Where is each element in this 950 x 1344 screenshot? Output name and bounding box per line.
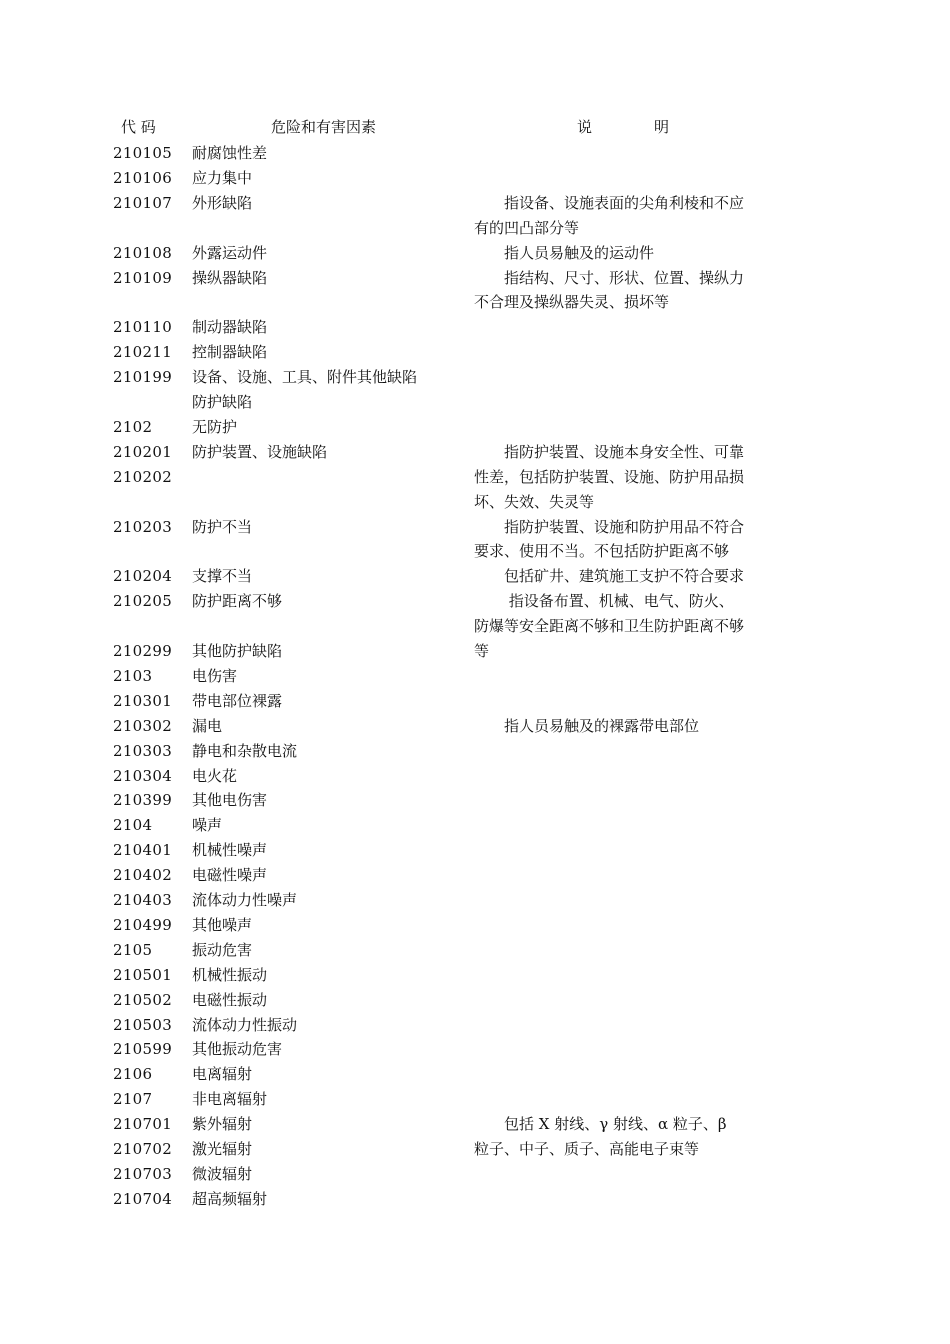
row-code: 210108	[113, 243, 173, 262]
table-row	[0, 1037, 950, 1062]
table-row	[0, 764, 950, 789]
row-code: 210109	[113, 268, 173, 287]
row-code: 210702	[113, 1140, 173, 1158]
table-row	[0, 315, 950, 340]
row-factor-name: 防护装置、设施缺陷	[192, 442, 328, 461]
row-code: 210302	[113, 716, 173, 735]
table-row	[0, 365, 950, 390]
row-code: 210106	[113, 168, 173, 187]
row-code: 210704	[113, 1189, 173, 1208]
row-description: 不合理及操纵器失灵、损坏等	[474, 293, 670, 312]
row-code: 2103	[113, 666, 153, 685]
row-factor-name: 带电部位裸露	[192, 691, 283, 710]
row-description: 等	[474, 642, 490, 660]
row-description: 指人员易触及的裸露带电部位	[474, 716, 700, 735]
table-row	[0, 515, 950, 540]
table-row	[0, 415, 950, 440]
row-code: 2102	[113, 417, 153, 436]
row-description: 坏、失效、失灵等	[474, 492, 595, 511]
table-row	[0, 739, 950, 764]
row-description: 要求、使用不当。不包括防护距离不够	[474, 542, 730, 561]
row-factor-name: 防护缺陷	[192, 393, 253, 411]
row-factor-name: 其他防护缺陷	[192, 642, 283, 660]
row-factor-name: 其他振动危害	[192, 1040, 283, 1059]
row-code: 210703	[113, 1164, 173, 1183]
table-row	[0, 614, 950, 639]
row-description: 包括 X 射线、γ 射线、α 粒子、β	[474, 1115, 727, 1134]
row-description: 防爆等安全距离不够和卫生防护距离不够	[474, 617, 745, 636]
row-factor-name: 机械性振动	[192, 965, 268, 984]
table-row	[0, 988, 950, 1013]
table-row	[0, 838, 950, 863]
table-row	[0, 1137, 950, 1162]
row-factor-name: 电离辐射	[192, 1065, 253, 1084]
header-desc-1: 说	[577, 118, 593, 136]
row-code: 210301	[113, 691, 173, 710]
table-row	[0, 788, 950, 813]
row-factor-name: 超高频辐射	[192, 1189, 268, 1208]
row-code: 210304	[113, 766, 173, 785]
table-row	[0, 191, 950, 216]
row-code: 2106	[113, 1065, 153, 1084]
row-factor-name: 操纵器缺陷	[192, 268, 268, 287]
row-description: 有的凹凸部分等	[474, 218, 580, 237]
table-row	[0, 465, 950, 490]
row-code: 210303	[113, 741, 173, 760]
row-description: 指防护装置、设施本身安全性、可靠	[474, 442, 745, 461]
table-row	[0, 340, 950, 365]
header-factor: 危险和有害因素	[271, 118, 377, 136]
row-factor-name: 耐腐蚀性差	[192, 144, 268, 162]
row-factor-name: 无防护	[192, 417, 238, 436]
row-description: 性差，包括防护装置、设施、防护用品损	[474, 467, 745, 486]
row-code: 210110	[113, 318, 173, 337]
row-code: 2105	[113, 940, 153, 959]
row-code: 210701	[113, 1115, 173, 1134]
table-row	[0, 539, 950, 564]
row-code: 210204	[113, 567, 173, 586]
table-row	[0, 490, 950, 515]
row-code: 210105	[113, 144, 173, 162]
table-row	[0, 1112, 950, 1137]
row-code: 210499	[113, 915, 173, 934]
row-factor-name: 控制器缺陷	[192, 343, 268, 362]
header-desc-2: 明	[654, 118, 670, 136]
row-factor-name: 振动危害	[192, 940, 253, 959]
row-factor-name: 漏电	[192, 716, 223, 735]
row-factor-name: 支撑不当	[192, 567, 253, 586]
table-row	[0, 141, 950, 166]
row-factor-name: 其他噪声	[192, 915, 253, 934]
row-code: 2104	[113, 816, 153, 835]
table-row	[0, 1187, 950, 1212]
row-code: 210503	[113, 1015, 173, 1034]
table-row	[0, 290, 950, 315]
row-factor-name: 流体动力性振动	[192, 1015, 298, 1034]
row-code: 210199	[113, 368, 173, 387]
row-description: 包括矿井、建筑施工支护不符合要求	[474, 567, 745, 586]
row-description: 指设备、设施表面的尖角利棱和不应	[474, 193, 745, 212]
table-row	[0, 1013, 950, 1038]
table-row	[0, 714, 950, 739]
row-factor-name: 防护不当	[192, 517, 253, 536]
row-factor-name: 静电和杂散电流	[192, 741, 298, 760]
table-row	[0, 689, 950, 714]
row-factor-name: 电磁性振动	[192, 990, 268, 1009]
row-factor-name: 流体动力性噪声	[192, 891, 298, 909]
row-code: 210399	[113, 791, 173, 810]
table-row	[0, 166, 950, 191]
row-factor-name: 电磁性噪声	[192, 866, 268, 885]
row-factor-name: 制动器缺陷	[192, 318, 268, 337]
table-row	[0, 1087, 950, 1112]
row-code: 210502	[113, 990, 173, 1009]
table-row	[0, 440, 950, 465]
table-row	[0, 639, 950, 664]
row-factor-name: 外露运动件	[192, 243, 268, 262]
row-code: 210211	[113, 343, 173, 362]
row-factor-name: 防护距离不够	[192, 592, 283, 611]
table-row	[0, 241, 950, 266]
table-row	[0, 888, 950, 913]
row-factor-name: 噪声	[192, 816, 223, 835]
row-factor-name: 应力集中	[192, 168, 253, 187]
row-description: 指防护装置、设施和防护用品不符合	[474, 517, 745, 536]
row-factor-name: 激光辐射	[192, 1140, 253, 1158]
row-code: 210599	[113, 1040, 173, 1059]
header-code: 代 码	[121, 118, 156, 136]
row-factor-name: 紫外辐射	[192, 1115, 253, 1134]
table-row	[0, 813, 950, 838]
row-description: 指结构、尺寸、形状、位置、操纵力	[474, 268, 745, 287]
row-code: 210107	[113, 193, 173, 212]
row-factor-name: 机械性噪声	[192, 841, 268, 860]
table-row	[0, 1062, 950, 1087]
table-row	[0, 913, 950, 938]
row-code: 210403	[113, 891, 173, 909]
table-row	[0, 938, 950, 963]
row-code: 210402	[113, 866, 173, 885]
row-code: 210203	[113, 517, 173, 536]
row-code: 210401	[113, 841, 173, 860]
table-row	[0, 1162, 950, 1187]
table-row	[0, 564, 950, 589]
table-row	[0, 863, 950, 888]
row-description: 指设备布置、机械、电气、防火、	[474, 592, 734, 611]
row-code: 210205	[113, 592, 173, 611]
row-factor-name: 电伤害	[192, 666, 238, 685]
row-code: 210201	[113, 442, 173, 461]
row-factor-name: 其他电伤害	[192, 791, 268, 810]
row-code: 210501	[113, 965, 173, 984]
row-factor-name: 微波辐射	[192, 1164, 253, 1183]
row-description: 粒子、中子、质子、高能电子束等	[474, 1140, 700, 1158]
table-row	[0, 266, 950, 291]
table-row	[0, 664, 950, 689]
row-factor-name: 设备、设施、工具、附件其他缺陷	[192, 368, 418, 387]
row-description: 指人员易触及的运动件	[474, 243, 655, 262]
row-code: 210202	[113, 467, 173, 486]
table-row	[0, 390, 950, 415]
row-code: 2107	[113, 1090, 153, 1109]
row-factor-name: 外形缺陷	[192, 193, 253, 212]
row-code: 210299	[113, 642, 173, 660]
table-row	[0, 589, 950, 614]
table-row	[0, 963, 950, 988]
table-row	[0, 216, 950, 241]
row-factor-name: 非电离辐射	[192, 1090, 268, 1109]
row-factor-name: 电火花	[192, 766, 238, 785]
